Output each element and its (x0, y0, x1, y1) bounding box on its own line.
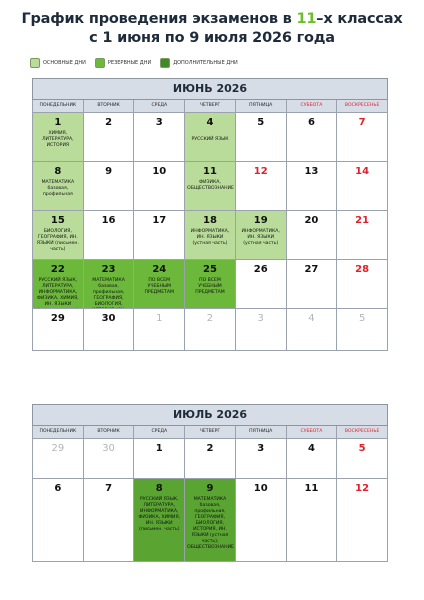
day-number: 5 (257, 117, 265, 128)
day-cell (337, 439, 388, 479)
day-cell (287, 260, 338, 309)
day-cell (185, 439, 236, 479)
day-cell (33, 211, 84, 260)
day-number: 24 (152, 264, 167, 275)
day-number: 4 (307, 443, 315, 454)
day-cell (33, 479, 84, 562)
calendar-july (32, 404, 388, 562)
day-number: 9 (105, 166, 113, 177)
day-cell (84, 309, 135, 351)
day-cell (33, 439, 84, 479)
exam-subjects: МАТЕМАТИКА базовая, профильная, ГЕОГРАФИЯ, БИОЛОГИЯ, (92, 278, 125, 307)
day-number: 12 (355, 483, 370, 494)
day-number: 6 (307, 117, 315, 128)
exam-subjects: МАТЕМАТИКА базовая, профильная (41, 180, 75, 197)
weekday-header: ПЯТНИЦА (236, 426, 287, 439)
day-number: 3 (257, 313, 264, 324)
day-cell (134, 260, 185, 309)
day-number: 7 (358, 117, 366, 128)
title-text-end: –х классах (316, 11, 403, 27)
calendar-june (32, 78, 388, 351)
day-cell (287, 162, 338, 211)
day-cell (84, 260, 135, 309)
day-cell (134, 309, 185, 351)
day-number: 21 (355, 215, 370, 226)
legend-swatch (30, 58, 40, 68)
day-number: 18 (203, 215, 217, 226)
day-cell (337, 309, 388, 351)
day-number: 1 (155, 443, 163, 454)
day-cell (185, 260, 236, 309)
day-number: 5 (358, 443, 366, 454)
day-cell (84, 479, 135, 562)
day-number: 11 (203, 166, 217, 177)
day-cell (337, 479, 388, 562)
day-number: 14 (355, 166, 370, 177)
day-number: 10 (253, 483, 268, 494)
day-cell (287, 439, 338, 479)
legend-label: ОСНОВНЫЕ ДНИ (43, 60, 86, 66)
weekday-header: ВТОРНИК (84, 426, 135, 439)
day-number: 30 (101, 313, 116, 324)
month-title: ИЮНЬ 2026 (32, 78, 388, 100)
day-cell (337, 260, 388, 309)
title-line-2: с 1 июня по 9 июля 2026 года (89, 30, 335, 46)
day-number: 11 (304, 483, 319, 494)
exam-subjects: БИОЛОГИЯ, ГЕОГРАФИЯ, ИН. ЯЗЫКИ (письмен. часть) (36, 229, 79, 252)
weekday-header: СУББОТА (287, 426, 338, 439)
legend-item (95, 58, 151, 68)
weekday-header: ВТОРНИК (84, 100, 135, 113)
day-cell (185, 479, 236, 562)
weekday-header: ПОНЕДЕЛЬНИК (33, 426, 84, 439)
day-cell (287, 211, 338, 260)
day-number: 8 (155, 483, 163, 494)
day-cell (33, 113, 84, 162)
day-cell (236, 260, 287, 309)
day-number: 13 (304, 166, 319, 177)
day-number: 1 (54, 117, 62, 128)
day-number: 4 (206, 117, 214, 128)
exam-subjects: ИНФОРМАТИКА, ИН. ЯЗЫКИ (устная часть) (190, 229, 230, 246)
day-cell (337, 211, 388, 260)
day-number: 2 (206, 443, 214, 454)
day-number: 25 (203, 264, 217, 275)
day-cell (84, 211, 135, 260)
day-number: 29 (51, 443, 65, 454)
exam-subjects: ПО ВСЕМ УЧЕБНЫМ ПРЕДМЕТАМ (144, 278, 175, 295)
day-cell (236, 162, 287, 211)
weekday-header: СРЕДА (134, 426, 185, 439)
day-cell (134, 113, 185, 162)
day-cell (287, 113, 338, 162)
day-cell (236, 211, 287, 260)
day-cell (236, 439, 287, 479)
day-number: 2 (105, 117, 113, 128)
day-number: 19 (253, 215, 268, 226)
day-cell (185, 113, 236, 162)
day-cell (287, 479, 338, 562)
page-title (0, 10, 424, 48)
day-number: 16 (101, 215, 116, 226)
legend-item (30, 58, 86, 68)
title-text: График проведения экзаменов в (21, 11, 297, 27)
weekday-header: ВОСКРЕСЕНЬЕ (337, 426, 388, 439)
month-title: ИЮЛЬ 2026 (32, 404, 388, 426)
day-number: 20 (304, 215, 319, 226)
legend (30, 56, 247, 70)
calendar-grid (32, 100, 388, 351)
day-cell (84, 162, 135, 211)
day-cell (185, 211, 236, 260)
day-cell (134, 479, 185, 562)
day-number: 3 (155, 117, 163, 128)
exam-subjects: ИНФОРМАТИКА, ИН. ЯЗЫКИ (устная часть) (241, 229, 280, 246)
legend-swatch (160, 58, 170, 68)
day-number: 2 (206, 313, 214, 324)
day-number: 27 (304, 264, 319, 275)
day-number: 3 (257, 443, 265, 454)
day-cell (84, 113, 135, 162)
day-cell (33, 162, 84, 211)
legend-swatch (95, 58, 105, 68)
day-cell (337, 113, 388, 162)
title-grade: 11 (296, 11, 317, 27)
weekday-header: ПОНЕДЕЛЬНИК (33, 100, 84, 113)
weekday-header: ЧЕТВЕРГ (185, 426, 236, 439)
day-cell (84, 439, 135, 479)
day-number: 15 (50, 215, 65, 226)
legend-label: ДОПОЛНИТЕЛЬНЫЕ ДНИ (173, 60, 238, 66)
legend-item (160, 58, 238, 68)
day-number: 1 (156, 313, 163, 324)
exam-subjects: ХИМИЯ, ЛИТЕРАТУРА, ИСТОРИЯ (42, 131, 74, 148)
day-cell (134, 211, 185, 260)
exam-subjects: РУССКИЙ ЯЗЫК, ЛИТЕРАТУРА, ИНФОРМАТИКА, ФИЗИКА, ХИМИЯ, ИН. ЯЗЫКИ (письмен. часть) (138, 497, 181, 532)
day-number: 8 (54, 166, 62, 177)
title-line-1 (0, 10, 424, 29)
exam-subjects: РУССКИЙ ЯЗЫК, ЛИТЕРАТУРА, ИНФОРМАТИКА, ФИЗИКА, ХИМИЯ, ИН. ЯЗЫКИ (36, 278, 79, 307)
day-number: 22 (50, 264, 65, 275)
day-number: 10 (152, 166, 167, 177)
day-number: 23 (101, 264, 116, 275)
day-cell (236, 479, 287, 562)
calendar-grid (32, 426, 388, 562)
legend-label: РЕЗЕРВНЫЕ ДНИ (107, 60, 152, 66)
day-cell (185, 162, 236, 211)
day-cell (33, 309, 84, 351)
day-cell (134, 162, 185, 211)
day-number: 26 (253, 264, 268, 275)
day-number: 12 (253, 166, 268, 177)
weekday-header: СУББОТА (287, 100, 338, 113)
day-number: 28 (355, 264, 370, 275)
day-cell (134, 439, 185, 479)
day-number: 5 (358, 313, 366, 324)
weekday-header: ВОСКРЕСЕНЬЕ (337, 100, 388, 113)
day-cell (185, 309, 236, 351)
day-number: 9 (206, 483, 214, 494)
day-cell (337, 162, 388, 211)
day-number: 4 (308, 313, 315, 324)
day-number: 17 (152, 215, 167, 226)
exam-subjects: ФИЗИКА, ОБЩЕСТВОЗНАНИЕ (187, 180, 234, 191)
day-cell (33, 260, 84, 309)
day-cell (287, 309, 338, 351)
day-number: 30 (102, 443, 115, 454)
day-number: 29 (50, 313, 65, 324)
exam-subjects: МАТЕМАТИКА базовая, профильная, ГЕОГРАФИЯ, БИОЛОГИЯ, ИСТОРИЯ, ИН. ЯЗЫКИ (устная часть), ОБЩЕСТВОЗНАНИЕ (187, 497, 234, 550)
day-cell (236, 113, 287, 162)
weekday-header: СРЕДА (134, 100, 185, 113)
day-number: 6 (54, 483, 62, 494)
day-number: 7 (105, 483, 113, 494)
weekday-header: ЧЕТВЕРГ (185, 100, 236, 113)
weekday-header: ПЯТНИЦА (236, 100, 287, 113)
exam-subjects: ПО ВСЕМ УЧЕБНЫМ ПРЕДМЕТАМ (195, 278, 225, 295)
exam-subjects: РУССКИЙ ЯЗЫК (191, 137, 229, 142)
day-cell (236, 309, 287, 351)
